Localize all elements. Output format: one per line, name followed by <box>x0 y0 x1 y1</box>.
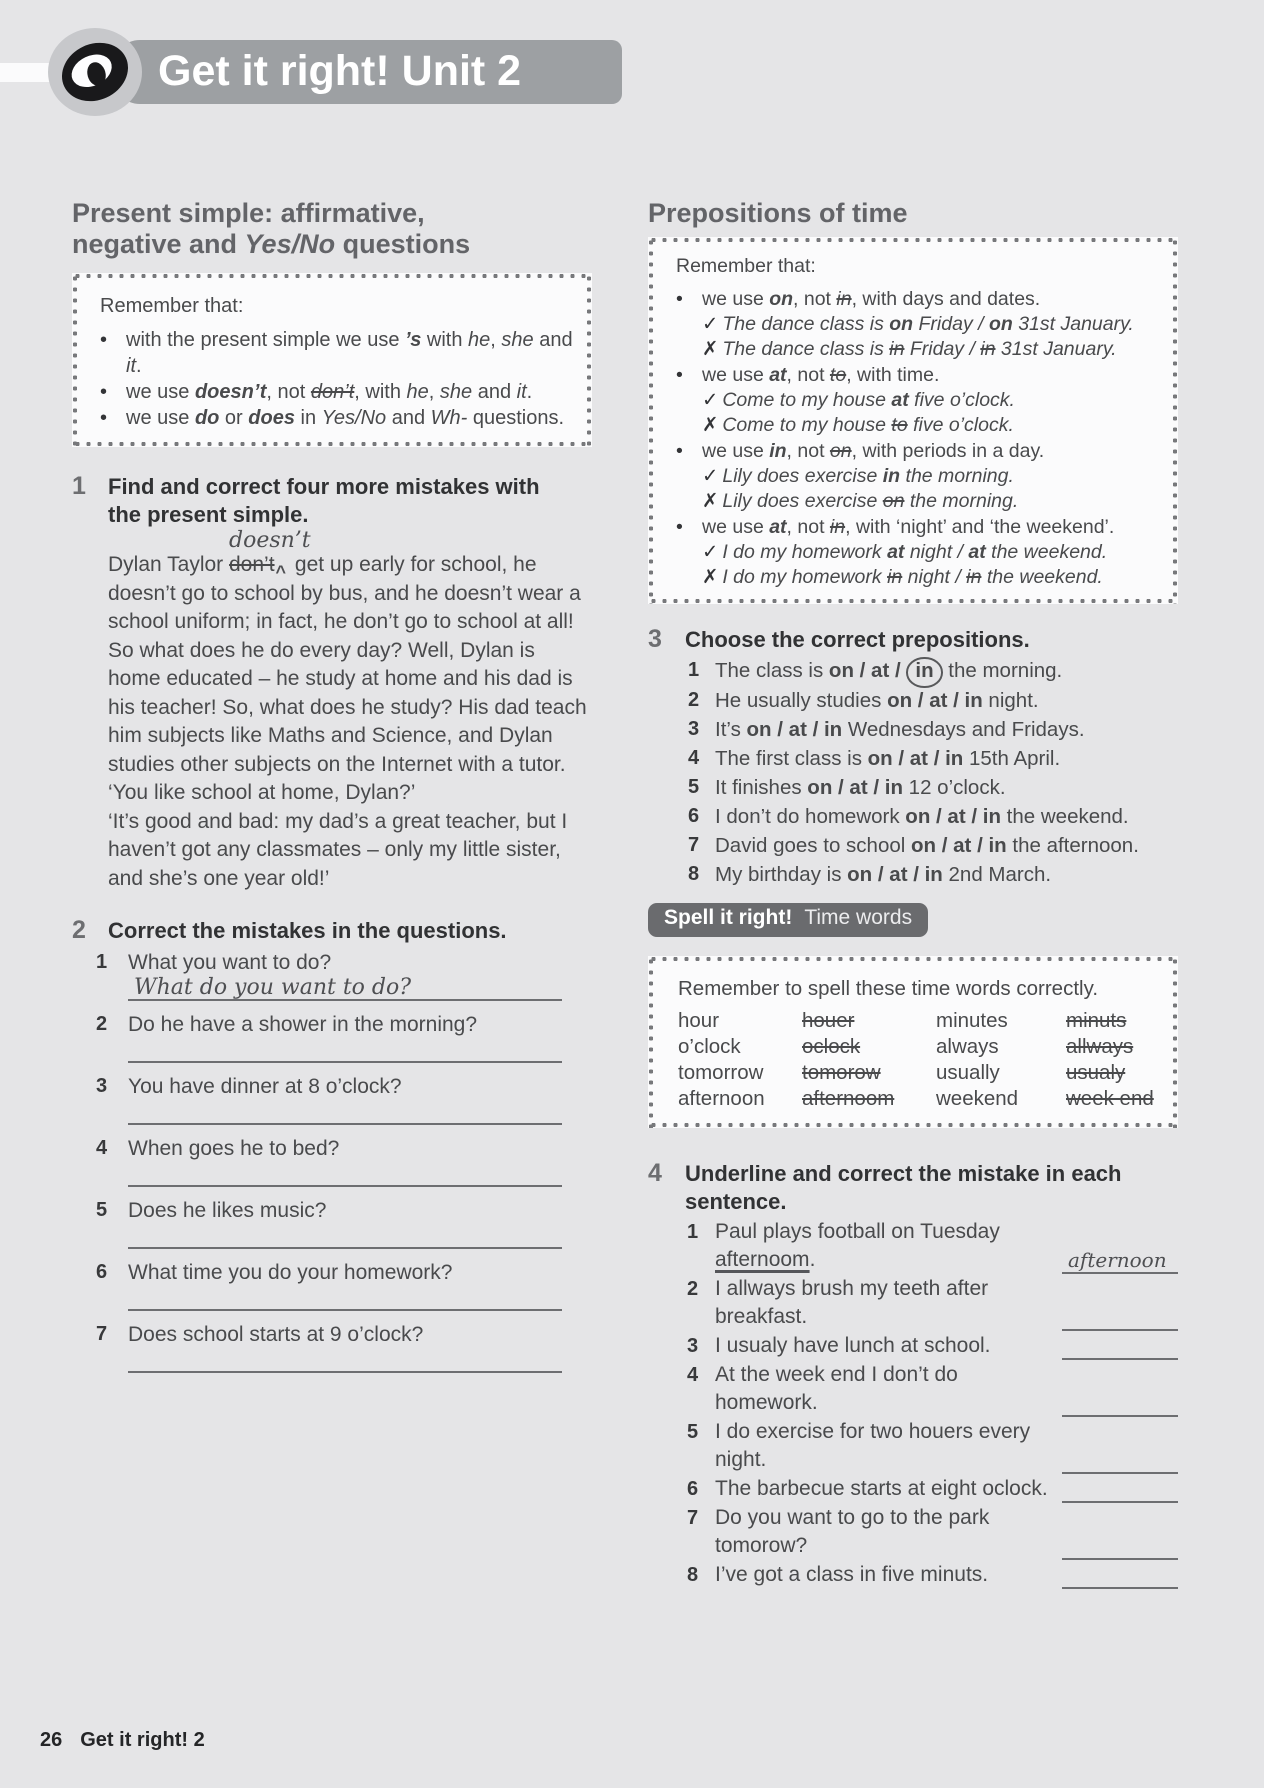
preposition-choice-item <box>648 860 1178 889</box>
section-heading-prepositions: Prepositions of time <box>648 198 908 228</box>
item-number: 3 <box>96 1075 108 1097</box>
sentence-text: I usualy have lunch at school. <box>715 1333 991 1357</box>
incorrect-example: ✗ Come to my house to five o’clock. <box>702 414 1014 436</box>
misspelled-word: houer <box>802 1008 855 1032</box>
rule-text: • we use in, not on, with periods in a day. <box>702 440 1045 462</box>
item-number: 1 <box>687 1220 699 1243</box>
handwritten-answer: What do you want to do? <box>134 975 412 1000</box>
exercise-title: Underline and correct the mistake in each sentence. <box>685 1160 1122 1214</box>
item-number: 7 <box>687 1506 699 1529</box>
quote-line-1: ‘You like school at home, Dylan?’ <box>108 781 416 804</box>
spell-word-row <box>678 1034 1160 1060</box>
question-text: Does school starts at 9 o’clock? <box>128 1323 424 1346</box>
mistake-sentence-item <box>648 1332 1178 1360</box>
correct-word: hour <box>678 1008 720 1032</box>
misspelled-word: week end <box>1066 1086 1154 1110</box>
incorrect-example: ✗ I do my homework in night / in the weekend. <box>702 566 1103 588</box>
unit-banner <box>112 40 622 104</box>
mistake-sentence-item <box>648 1275 1178 1331</box>
mistake-sentence-item <box>648 1475 1178 1503</box>
misspelled-word: usualy <box>1066 1060 1126 1084</box>
answer-line <box>128 977 562 1001</box>
answer-line <box>128 1287 562 1311</box>
answer-line <box>1062 1348 1178 1360</box>
section-heading-present-simple: Present simple: affirmative, negative and Yes/No questions <box>72 198 471 259</box>
remember-box-title: Remember that: <box>676 255 816 277</box>
answer-line <box>1062 1405 1178 1417</box>
choice-sentence: It finishes on / at / in 12 o’clock. <box>715 775 1006 799</box>
correct-word: minutes <box>936 1008 1008 1032</box>
answer-line <box>1062 1548 1178 1560</box>
item-number: 3 <box>688 717 700 740</box>
question-item <box>72 1072 562 1125</box>
answer-line <box>128 1225 562 1249</box>
question-item <box>72 948 562 1001</box>
remember-box-title: Remember that: <box>100 295 244 317</box>
dylan-paragraph: Dylan Taylor doesn’tdon’t^ get up early for school, he doesn’t go to school by bus, and he doesn’t wear a school uniform; in fact, he don’t go to school at all! So what does he do every day? Well, Dylan is home educated – he study at home and his dad is his teacher! So, what does he study? His dad teach him subjects like Maths and Science, and Dylan studies other subjects on the Internet with a tutor. <box>108 528 587 776</box>
exercise-2-heading <box>72 917 592 945</box>
answer-line <box>1062 1319 1178 1331</box>
choice-sentence: My birthday is on / at / in 2nd March. <box>715 862 1052 886</box>
item-number: 1 <box>96 951 108 973</box>
correct-word: afternoon <box>678 1086 765 1110</box>
exercise-title: Choose the correct prepositions. <box>685 627 1030 652</box>
left-column <box>72 198 592 1382</box>
right-column <box>648 198 1178 1590</box>
sentence-text: Do you want to go to the park tomorow? <box>715 1505 990 1557</box>
preposition-choice-list <box>648 656 1178 889</box>
item-number: 1 <box>688 659 700 681</box>
sentence-text: I allways brush my teeth after breakfast. <box>715 1276 989 1328</box>
misspelled-word: afternoom <box>802 1086 895 1110</box>
item-number: 4 <box>688 746 700 769</box>
spell-word-row <box>678 1008 1160 1034</box>
incorrect-example: ✗ Lily does exercise on the morning. <box>702 490 1019 512</box>
mistake-sentence-item <box>648 1561 1178 1589</box>
exercise-number: 2 <box>72 916 86 944</box>
exercise-1-body <box>72 528 592 893</box>
answer-line <box>128 1039 562 1063</box>
question-text: Does he likes music? <box>128 1199 327 1222</box>
exercise-2 <box>72 917 592 1373</box>
correct-word: usually <box>936 1060 1000 1084</box>
correct-word: always <box>936 1034 999 1058</box>
rule-text: • we use at, not in, with ‘night’ and ‘the weekend’. <box>702 516 1115 538</box>
sentence-text: Paul plays football on Tuesday afternoom. <box>715 1219 1000 1271</box>
choice-sentence: The first class is on / at / in 15th April. <box>715 746 1061 770</box>
remember-bullet-list <box>100 327 574 431</box>
choice-sentence: It’s on / at / in Wednesdays and Fridays. <box>715 717 1085 741</box>
mistake-sentence-list <box>648 1218 1178 1589</box>
spell-box-intro: Remember to spell these time words correctly. <box>678 976 1099 1000</box>
item-number: 2 <box>687 1277 699 1300</box>
correct-example: ✓ I do my homework at night / at the weekend. <box>702 541 1108 563</box>
answer-line <box>1062 1462 1178 1474</box>
sentence-text: The barbecue starts at eight oclock. <box>715 1476 1048 1500</box>
choice-sentence: David goes to school on / at / in the afternoon. <box>715 833 1139 857</box>
preposition-rule <box>676 515 1164 590</box>
preposition-choice-item <box>648 686 1178 715</box>
item-number: 8 <box>687 1563 699 1586</box>
rule-text: • we use at, not to, with time. <box>702 364 940 386</box>
exercise-1 <box>72 473 592 893</box>
item-number: 8 <box>688 862 700 885</box>
answer-line <box>128 1101 562 1125</box>
correct-word: tomorrow <box>678 1060 764 1084</box>
page-number: 26 <box>40 1729 63 1751</box>
question-item <box>72 1258 562 1311</box>
correct-example: ✓ Come to my house at five o’clock. <box>702 389 1015 411</box>
item-number: 6 <box>96 1261 108 1283</box>
preposition-rule <box>676 439 1164 514</box>
item-number: 5 <box>96 1199 108 1221</box>
item-number: 4 <box>687 1363 699 1386</box>
misspelled-word: allways <box>1066 1034 1134 1058</box>
choice-sentence: I don’t do homework on / at / in the weekend. <box>715 804 1129 828</box>
spell-words-box <box>648 956 1178 1128</box>
choice-sentence: The class is on / at / in the morning. <box>715 659 1062 682</box>
mistake-sentence-item <box>648 1361 1178 1417</box>
question-item <box>72 1010 562 1063</box>
item-number: 7 <box>688 833 700 856</box>
correct-word: o’clock <box>678 1034 741 1058</box>
remember-bullet: • we use do or does in Yes/No and Wh- questions. <box>100 405 574 431</box>
sentence-text: At the week end I don’t do homework. <box>715 1362 958 1414</box>
misspelled-word: oclock <box>802 1034 861 1058</box>
question-list <box>72 948 592 1373</box>
question-text: You have dinner at 8 o’clock? <box>128 1075 402 1098</box>
spell-word-grid <box>678 1008 1160 1112</box>
answer-line <box>1062 1491 1178 1503</box>
exercise-4 <box>648 1160 1178 1589</box>
misspelled-word: tomorow <box>802 1060 881 1084</box>
mistake-sentence-item <box>648 1504 1178 1560</box>
handwritten-answer: afternoon <box>1068 1247 1167 1272</box>
item-number: 2 <box>96 1013 108 1035</box>
preposition-rule <box>676 363 1164 438</box>
item-number: 5 <box>687 1420 699 1443</box>
rule-text: • we use on, not in, with days and dates. <box>702 288 1041 310</box>
question-text: What time you do your homework? <box>128 1261 453 1284</box>
exercise-title: Correct the mistakes in the questions. <box>108 918 507 943</box>
question-item <box>72 1134 562 1187</box>
incorrect-example: ✗ The dance class is in Friday / in 31st January. <box>702 338 1117 360</box>
exercise-number: 1 <box>72 472 86 500</box>
item-number: 4 <box>96 1137 108 1159</box>
choice-sentence: He usually studies on / at / in night. <box>715 688 1039 712</box>
exercise-number: 4 <box>648 1158 662 1187</box>
item-number: 5 <box>688 775 700 798</box>
correct-example: ✓ The dance class is on Friday / on 31st January. <box>702 313 1134 335</box>
footer-label: Get it right! 2 <box>80 1729 205 1751</box>
item-number: 3 <box>687 1334 699 1357</box>
spell-word-row <box>678 1086 1160 1112</box>
question-text: What you want to do? <box>128 951 332 974</box>
exercise-1-heading <box>72 473 592 529</box>
question-item <box>72 1196 562 1249</box>
sentence-text: I’ve got a class in five minuts. <box>715 1562 989 1586</box>
spell-it-right-badge <box>648 903 928 937</box>
item-number: 6 <box>688 804 700 827</box>
remember-box-present-simple <box>72 273 592 447</box>
quote-line-2: ‘It’s good and bad: my dad’s a great teacher, but I haven’t got any classmates – only my little sister, and she’s one year old!’ <box>108 809 568 890</box>
spell-word-row <box>678 1060 1160 1086</box>
preposition-choice-item <box>648 715 1178 744</box>
exercise-title: Find and correct four more mistakes with the present simple. <box>108 474 540 527</box>
question-text: Do he have a shower in the morning? <box>128 1013 478 1036</box>
badge-title: Spell it right! <box>664 905 793 929</box>
answer-line <box>1062 1247 1178 1274</box>
remember-bullet: • we use doesn’t, not don’t, with he, she and it. <box>100 379 574 405</box>
exercise-3-heading <box>648 626 1178 654</box>
exercise-3 <box>648 626 1178 889</box>
remember-box-prepositions <box>648 237 1178 604</box>
preposition-choice-item <box>648 744 1178 773</box>
page-footer <box>40 1729 205 1752</box>
mistake-sentence-item <box>648 1218 1178 1274</box>
badge-subtitle: Time words <box>804 905 913 929</box>
answer-line <box>128 1163 562 1187</box>
preposition-choice-item <box>648 831 1178 860</box>
remember-bullet: • with the present simple we use ’s with he, she and it. <box>100 327 574 379</box>
answer-line <box>128 1349 562 1373</box>
preposition-choice-item <box>648 802 1178 831</box>
item-number: 6 <box>687 1477 699 1500</box>
misspelled-word: minuts <box>1066 1008 1127 1032</box>
preposition-rule-list <box>676 287 1164 590</box>
question-text: When goes he to bed? <box>128 1137 340 1160</box>
preposition-choice-item <box>648 656 1178 686</box>
exercise-number: 3 <box>648 625 662 653</box>
eye-logo-icon <box>48 28 142 116</box>
item-number: 2 <box>688 688 700 711</box>
sentence-text: I do exercise for two houers every night. <box>715 1419 1031 1471</box>
exercise-4-heading <box>648 1160 1178 1216</box>
mistake-sentence-item <box>648 1418 1178 1474</box>
question-item <box>72 1320 562 1373</box>
unit-banner-title: Get it right! Unit 2 <box>158 47 522 95</box>
answer-line <box>1062 1577 1178 1589</box>
correct-word: weekend <box>936 1086 1019 1110</box>
preposition-rule <box>676 287 1164 362</box>
preposition-choice-item <box>648 773 1178 802</box>
correct-example: ✓ Lily does exercise in the morning. <box>702 465 1014 487</box>
item-number: 7 <box>96 1323 108 1345</box>
